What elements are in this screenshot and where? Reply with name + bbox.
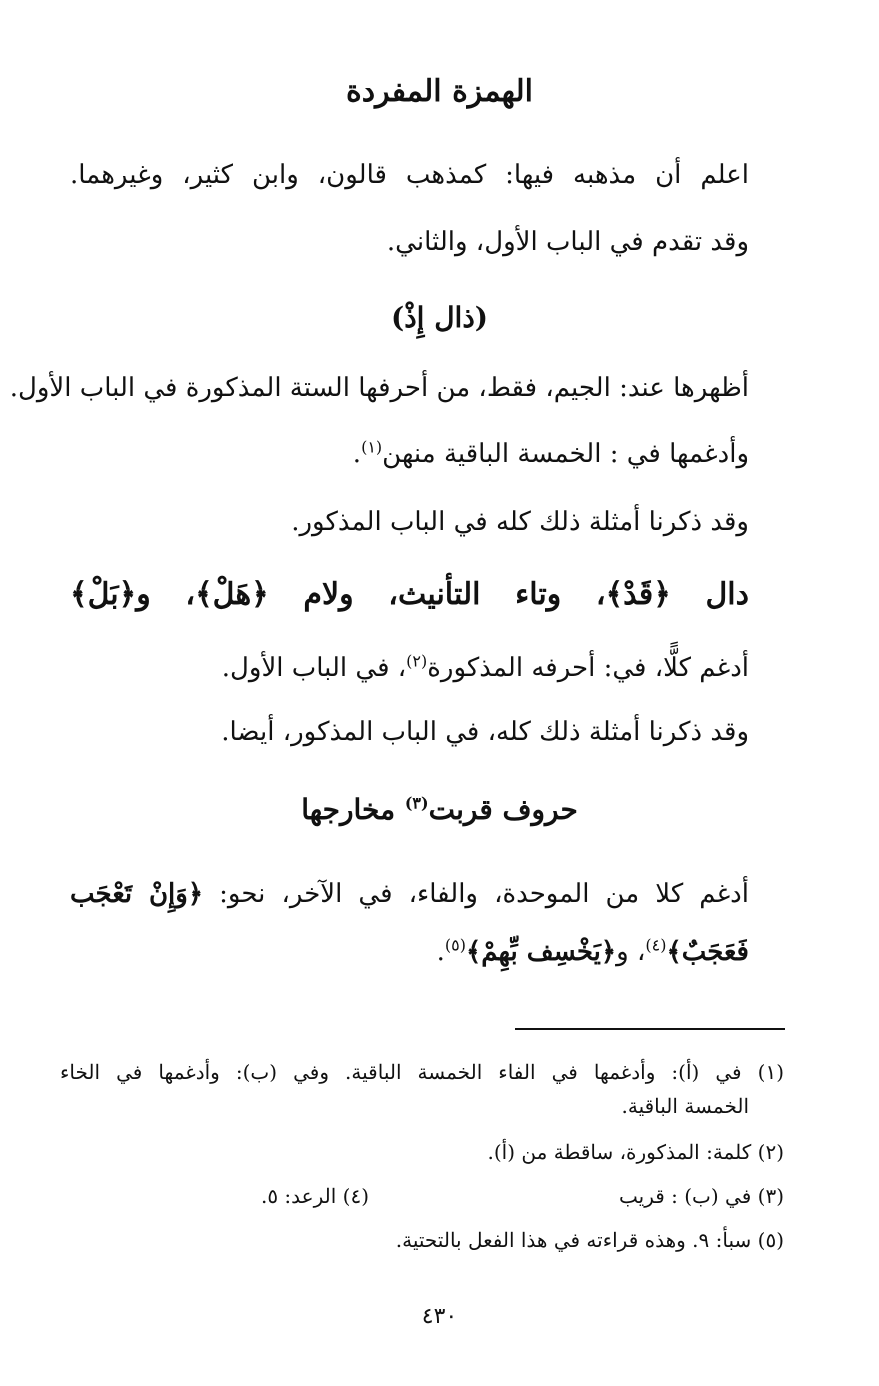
quran-quote: ﴿يَخْسِف بِّهِمْ﴾ (465, 937, 617, 967)
section-heading-huruf (0, 790, 879, 830)
paragraph-line: وقد تقدم في الباب الأول، والثاني. (386, 227, 749, 257)
paragraph-line (353, 434, 749, 474)
paragraph-text: وأدغمها في : الخمسة الباقية منهن (382, 439, 749, 469)
paragraph-text: ، و (616, 937, 646, 967)
paragraph-line (70, 874, 749, 914)
heading-text: مخارجها (301, 793, 405, 826)
paragraph-line: وقد ذكرنا أمثلة ذلك كله، في الباب المذكور، أيضا. (221, 717, 749, 747)
footnote-separator (515, 1028, 785, 1030)
footnote-ref: (٤) (645, 935, 667, 955)
footnote-1: (١) في (أ): وأدغمها في الفاء الخمسة الباقية. وفي (ب): وأدغمها في الخاء (60, 1060, 784, 1084)
footnote-4: (٤) الرعد: ٥. (260, 1184, 369, 1208)
heading-text: حروف قربت (428, 793, 578, 826)
footnote-ref: (٣) (404, 793, 429, 813)
footnote-ref: (١) (361, 437, 383, 457)
footnote-3: (٣) في (ب) : قريب (619, 1184, 784, 1208)
footnote-5: (٥) سبأ: ٩. وهذه قراءته في هذا الفعل بالتحتية. (395, 1228, 784, 1252)
footnote-2: (٢) كلمة: المذكورة، ساقطة من (أ). (487, 1140, 784, 1164)
page-number: ٤٣٠ (421, 1304, 458, 1329)
paragraph-text: ، في الباب الأول. (221, 653, 407, 683)
paragraph-line: أظهرها عند: الجيم، فقط، من أحرفها الستة المذكورة في الباب الأول. (9, 373, 749, 403)
quran-quote: ﴿وَإِنْ تَعْجَب (70, 879, 204, 909)
paragraph-line: وقد ذكرنا أمثلة ذلك كله في الباب المذكور. (291, 507, 749, 537)
paragraph-text: أدغم كلا من الموحدة، والفاء، في الآخر، نحو: (203, 879, 749, 909)
paragraph-text: أدغم كلًّا، في: أحرفه المذكورة (427, 653, 749, 683)
paragraph-line: اعلم أن مذهبه فيها: كمذهب قالون، وابن كثير، وغيرهما. (70, 160, 749, 190)
section-heading-dal: دال ﴿قَدْ﴾، وتاء التأنيث، ولام ﴿هَلْ﴾، و﴿بَلْ﴾ (70, 577, 749, 612)
paragraph-line (437, 932, 749, 972)
section-heading-hamza: الهمزة المفردة (346, 74, 533, 109)
paragraph-text: . (436, 937, 445, 967)
footnote-ref: (٢) (406, 651, 428, 671)
quran-quote: فَعَجَبٌ﴾ (666, 937, 749, 967)
section-heading-dhal: (ذال إِذْ) (390, 301, 489, 334)
footnote-ref: (٥) (444, 935, 466, 955)
footnote-1-continued: الخمسة الباقية. (621, 1094, 749, 1118)
paragraph-text: . (352, 439, 362, 469)
paragraph-line (222, 648, 749, 688)
